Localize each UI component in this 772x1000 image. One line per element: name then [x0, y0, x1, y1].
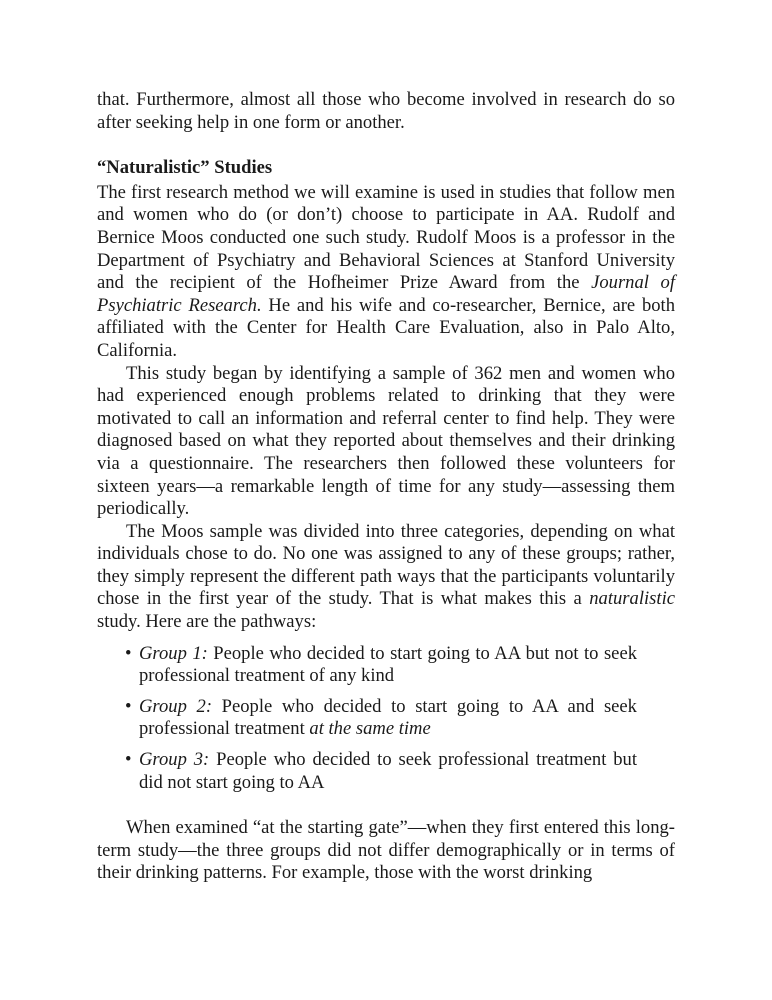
intro-text-end: He and his wife and co-researcher, Bernice, are both affiliated with the Center for Health Care Evaluation, also in Palo Alto, California.	[97, 294, 676, 361]
pathways-list	[97, 643, 637, 795]
group-label: Group 1:	[139, 642, 208, 664]
group-description-italic: at the same time	[309, 718, 431, 740]
bullet-icon: •	[125, 695, 132, 717]
bullet-icon: •	[125, 642, 132, 664]
list-item	[125, 749, 637, 794]
list-item	[125, 643, 637, 688]
categories-text-end: study. Here are the pathways:	[97, 611, 317, 633]
categories-paragraph	[97, 521, 675, 634]
intro-text-start: The first research method we will examine is used in studies that follow men and women who do (or don’t) choose to participate in AA. Rudolf and Bernice Moos conducted one such study. Rudolf Moos is a professor in the Department of Psychiatry and Behavioral Sciences at Stanford University and the recipient of the Hofheimer Prize Award from the	[97, 181, 675, 294]
starting-gate-paragraph: When examined “at the starting gate”—when they first entered this long-term study—the three groups did not differ demographically or in terms of their drinking patterns. For example, those with the worst drinking	[97, 817, 675, 884]
group-label: Group 2:	[139, 695, 213, 717]
list-item	[125, 696, 637, 741]
intro-paragraph	[97, 182, 675, 363]
group-description: People who decided to start going to AA and seek professional treatment	[139, 695, 637, 740]
bullet-icon: •	[125, 749, 132, 771]
book-page	[97, 89, 675, 885]
group-label: Group 3:	[139, 749, 210, 771]
naturalistic-term: naturalistic	[589, 588, 675, 610]
study-sample-paragraph: This study began by identifying a sample of 362 men and women who had experienced enough problems related to drinking that they were motivated to call an information and referral center to find help. They were diagnosed based on what they reported about themselves and their drinking via a questionnaire. The researchers then followed these volunteers for sixteen years—a remarkable length of time for any study—assessing them periodically.	[97, 362, 675, 520]
section-heading: “Naturalistic” Studies	[97, 157, 273, 179]
group-description: People who decided to seek professional treatment but did not start going to AA	[139, 749, 637, 793]
group-description: People who decided to start going to AA but not to seek professional treatment of any kind	[139, 642, 637, 687]
categories-text-start: The Moos sample was divided into three categories, depending on what individuals chose to do. No one was assigned to any of these groups; rather, they simply represent the different path ways that the participants voluntarily chose in the first year of the study. That is what makes this a	[97, 520, 675, 610]
continuation-paragraph: that. Furthermore, almost all those who become involved in research do so after seeking help in one form or another.	[97, 89, 675, 133]
journal-title: Journal of Psychiatric Research.	[97, 272, 675, 316]
